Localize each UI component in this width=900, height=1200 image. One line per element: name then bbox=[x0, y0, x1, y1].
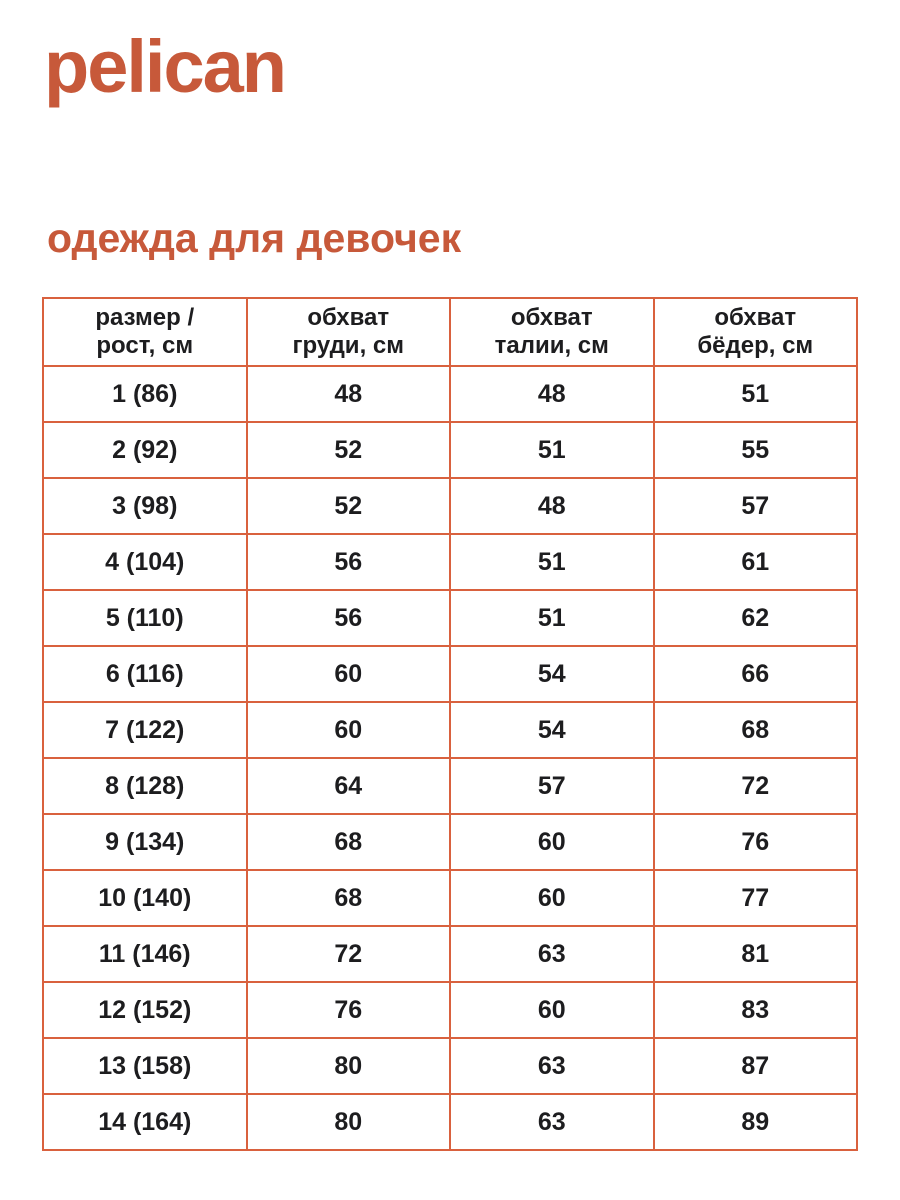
table-row bbox=[43, 534, 857, 590]
table-row bbox=[43, 646, 857, 702]
table-row bbox=[43, 982, 857, 1038]
table-row bbox=[43, 1038, 857, 1094]
cell-chest: 48 bbox=[247, 366, 451, 422]
cell-hips: 55 bbox=[654, 422, 858, 478]
cell-waist: 63 bbox=[450, 1094, 654, 1150]
cell-size: 7 (122) bbox=[43, 702, 247, 758]
cell-chest: 56 bbox=[247, 590, 451, 646]
cell-hips: 62 bbox=[654, 590, 858, 646]
cell-size: 8 (128) bbox=[43, 758, 247, 814]
size-table-header bbox=[43, 298, 857, 366]
cell-waist: 57 bbox=[450, 758, 654, 814]
column-header-chest bbox=[247, 298, 451, 366]
cell-chest: 80 bbox=[247, 1094, 451, 1150]
header-row bbox=[43, 298, 857, 366]
cell-hips: 89 bbox=[654, 1094, 858, 1150]
cell-chest: 76 bbox=[247, 982, 451, 1038]
cell-chest: 60 bbox=[247, 646, 451, 702]
table-row bbox=[43, 870, 857, 926]
column-header-chest-line2: груди, см bbox=[292, 332, 404, 359]
column-header-waist-line1: обхват bbox=[510, 304, 593, 332]
cell-chest: 60 bbox=[247, 702, 451, 758]
cell-size: 1 (86) bbox=[43, 366, 247, 422]
table-row bbox=[43, 366, 857, 422]
cell-chest: 80 bbox=[247, 1038, 451, 1094]
cell-hips: 51 bbox=[654, 366, 858, 422]
size-table-body bbox=[43, 366, 857, 1150]
cell-waist: 54 bbox=[450, 646, 654, 702]
table-row bbox=[43, 422, 857, 478]
pelican-logo: pelican bbox=[44, 25, 285, 108]
page-title: одежда для девочек bbox=[47, 215, 462, 261]
cell-waist: 51 bbox=[450, 590, 654, 646]
cell-chest: 68 bbox=[247, 870, 451, 926]
cell-chest: 56 bbox=[247, 534, 451, 590]
table-row bbox=[43, 926, 857, 982]
cell-chest: 52 bbox=[247, 422, 451, 478]
cell-chest: 52 bbox=[247, 478, 451, 534]
cell-waist: 60 bbox=[450, 982, 654, 1038]
cell-hips: 76 bbox=[654, 814, 858, 870]
cell-size: 11 (146) bbox=[43, 926, 247, 982]
cell-waist: 60 bbox=[450, 814, 654, 870]
cell-size: 2 (92) bbox=[43, 422, 247, 478]
cell-waist: 63 bbox=[450, 1038, 654, 1094]
cell-size: 12 (152) bbox=[43, 982, 247, 1038]
cell-hips: 66 bbox=[654, 646, 858, 702]
cell-hips: 68 bbox=[654, 702, 858, 758]
column-header-hips-line2: бёдер, см bbox=[697, 332, 814, 359]
table-row bbox=[43, 590, 857, 646]
table-row bbox=[43, 814, 857, 870]
size-table bbox=[42, 297, 858, 1151]
column-header-hips-line1: обхват bbox=[714, 304, 797, 332]
cell-waist: 51 bbox=[450, 534, 654, 590]
table-row bbox=[43, 702, 857, 758]
cell-size: 14 (164) bbox=[43, 1094, 247, 1150]
cell-chest: 68 bbox=[247, 814, 451, 870]
cell-waist: 63 bbox=[450, 926, 654, 982]
column-header-size bbox=[43, 298, 247, 366]
column-header-chest-line1: обхват bbox=[307, 304, 390, 332]
column-header-waist bbox=[450, 298, 654, 366]
cell-waist: 48 bbox=[450, 478, 654, 534]
column-header-size-line1: размер / bbox=[95, 304, 195, 332]
cell-size: 3 (98) bbox=[43, 478, 247, 534]
column-header-hips bbox=[654, 298, 858, 366]
cell-size: 9 (134) bbox=[43, 814, 247, 870]
cell-hips: 77 bbox=[654, 870, 858, 926]
cell-chest: 64 bbox=[247, 758, 451, 814]
cell-hips: 81 bbox=[654, 926, 858, 982]
table-row bbox=[43, 758, 857, 814]
cell-hips: 57 bbox=[654, 478, 858, 534]
cell-size: 6 (116) bbox=[43, 646, 247, 702]
cell-waist: 48 bbox=[450, 366, 654, 422]
column-header-size-line2: рост, см bbox=[96, 332, 194, 359]
table-row bbox=[43, 1094, 857, 1150]
cell-hips: 61 bbox=[654, 534, 858, 590]
cell-size: 4 (104) bbox=[43, 534, 247, 590]
cell-waist: 60 bbox=[450, 870, 654, 926]
cell-size: 13 (158) bbox=[43, 1038, 247, 1094]
cell-waist: 54 bbox=[450, 702, 654, 758]
cell-size: 10 (140) bbox=[43, 870, 247, 926]
cell-hips: 87 bbox=[654, 1038, 858, 1094]
table-row bbox=[43, 478, 857, 534]
cell-waist: 51 bbox=[450, 422, 654, 478]
cell-size: 5 (110) bbox=[43, 590, 247, 646]
column-header-waist-line2: талии, см bbox=[494, 332, 609, 359]
cell-hips: 72 bbox=[654, 758, 858, 814]
cell-chest: 72 bbox=[247, 926, 451, 982]
cell-hips: 83 bbox=[654, 982, 858, 1038]
